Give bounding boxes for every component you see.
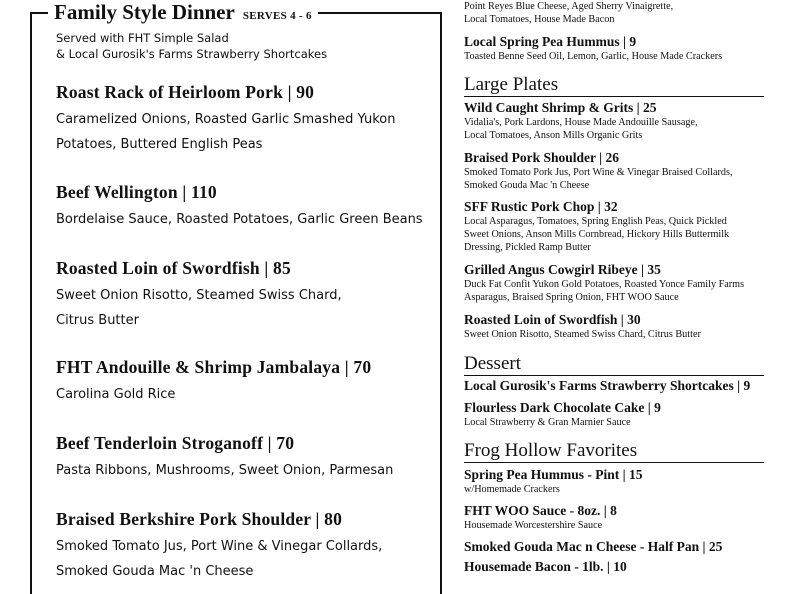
desc-line: Potatoes, Buttered English Peas — [56, 137, 263, 152]
desc-line: Point Reyes Blue Cheese, Aged Sherry Vinaigrette, — [464, 1, 674, 12]
family-item-name: FHT Andouille & Shrimp Jambalaya | 70 — [56, 357, 372, 377]
family-item — [56, 258, 426, 333]
menu-item-desc — [464, 215, 764, 254]
menu-item-desc — [464, 328, 764, 341]
desc-line: Smoked Tomato Jus, Port Wine & Vinegar Collards, — [56, 539, 383, 554]
desc-line: Asparagus, Braised Spring Onion, FHT WOO Sauce — [464, 292, 679, 303]
menu-item-name: Housemade Bacon - 1lb. | 10 — [464, 559, 627, 574]
family-item-desc — [56, 458, 426, 483]
menu-item-name: Roasted Loin of Swordfish | 30 — [464, 312, 641, 327]
desc-line: Smoked Gouda Mac 'n Cheese — [464, 180, 590, 191]
family-item-desc — [56, 207, 426, 232]
desc-line: Vidalia's, Pork Lardons, House Made Andouille Sausage, — [464, 117, 698, 128]
intro-line: & Local Gurosik's Farms Strawberry Shortcakes — [56, 47, 328, 61]
menu-item-desc — [464, 116, 764, 142]
menu-item-name: Local Gurosik's Farms Strawberry Shortcakes | 9 — [464, 378, 751, 393]
menu-item — [464, 503, 764, 532]
menu-item-desc — [464, 519, 764, 532]
desc-line: Sweet Onions, Anson Mills Cornbread, Hickory Hills Buttermilk — [464, 229, 730, 240]
family-style-serves: SERVES 4 - 6 — [242, 10, 312, 22]
desc-line: Local Tomatoes, Anson Mills Organic Grits — [464, 130, 643, 141]
menu-item — [464, 199, 764, 254]
menu-item — [464, 100, 764, 142]
menu-item — [464, 150, 764, 192]
family-item-desc — [56, 283, 426, 333]
top-partial-desc — [464, 0, 764, 26]
family-item — [56, 357, 426, 407]
menu-item-name: FHT WOO Sauce - 8oz. | 8 — [464, 503, 617, 518]
desc-line: Smoked Tomato Pork Jus, Port Wine & Vinegar Braised Collards, — [464, 167, 733, 178]
menu-item — [464, 262, 764, 304]
desc-line: Local Asparagus, Tomatoes, Spring English Peas, Quick Pickled — [464, 216, 727, 227]
dessert-heading: Dessert — [464, 353, 764, 376]
menu-item — [464, 312, 764, 341]
menu-item-desc — [464, 483, 764, 496]
menu-item — [464, 378, 764, 394]
family-style-intro — [56, 30, 327, 62]
menu-item-name: Braised Pork Shoulder | 26 — [464, 150, 619, 165]
desc-line: Duck Fat Confit Yukon Gold Potatoes, Roasted Yonce Family Farms — [464, 279, 745, 290]
menu-item — [464, 467, 764, 496]
desc-line: w/Homemade Crackers — [464, 484, 560, 495]
family-item-name: Beef Wellington | 110 — [56, 182, 217, 202]
menu-item-name: SFF Rustic Pork Chop | 32 — [464, 199, 618, 214]
desc-line: Sweet Onion Risotto, Steamed Swiss Chard, Citrus Butter — [464, 329, 701, 340]
desc-line: Local Tomatoes, House Made Bacon — [464, 14, 615, 25]
menu-item-name: Spring Pea Hummus - Pint | 15 — [464, 467, 643, 482]
menu-item — [464, 539, 764, 555]
menu-item-desc — [464, 278, 764, 304]
menu-item-name: Flourless Dark Chocolate Cake | 9 — [464, 400, 661, 415]
large-plates-heading: Large Plates — [464, 74, 764, 97]
desc-line: Carolina Gold Rice — [56, 387, 176, 402]
family-item-desc — [56, 107, 426, 157]
family-item — [56, 433, 426, 483]
family-style-title: Family Style Dinner — [54, 0, 235, 24]
family-item — [56, 82, 426, 157]
family-item — [56, 509, 426, 584]
family-item-name: Roast Rack of Heirloom Pork | 90 — [56, 82, 315, 102]
menu-item-name: Wild Caught Shrimp & Grits | 25 — [464, 100, 657, 115]
family-item-name: Roasted Loin of Swordfish | 85 — [56, 258, 291, 278]
desc-line: Bordelaise Sauce, Roasted Potatoes, Garlic Green Beans — [56, 212, 423, 227]
favorites-heading: Frog Hollow Favorites — [464, 440, 764, 463]
desc-line: Dressing, Pickled Ramp Butter — [464, 242, 591, 253]
family-style-heading — [48, 0, 318, 25]
desc-line: Caramelized Onions, Roasted Garlic Smashed Yukon — [56, 112, 396, 127]
desc-line: Sweet Onion Risotto, Steamed Swiss Chard, — [56, 288, 342, 303]
hummus-desc: Toasted Benne Seed Oil, Lemon, Garlic, House Made Crackers — [464, 51, 723, 62]
desc-line: Smoked Gouda Mac 'n Cheese — [56, 564, 254, 579]
hummus-name: Local Spring Pea Hummus | 9 — [464, 34, 637, 49]
family-item-name: Beef Tenderloin Stroganoff | 70 — [56, 433, 295, 453]
family-item — [56, 182, 426, 232]
family-item-desc — [56, 382, 426, 407]
family-item-name: Braised Berkshire Pork Shoulder | 80 — [56, 509, 343, 529]
desc-line: Local Strawberry & Gran Marnier Sauce — [464, 417, 631, 428]
menu-item-desc — [464, 166, 764, 192]
desc-line: Housemade Worcestershire Sauce — [464, 520, 603, 531]
menu-item-desc — [464, 416, 764, 429]
menu-item-name: Grilled Angus Cowgirl Ribeye | 35 — [464, 262, 661, 277]
desc-line: Pasta Ribbons, Mushrooms, Sweet Onion, Parmesan — [56, 463, 394, 478]
menu-item — [464, 400, 764, 429]
menu-item-name: Smoked Gouda Mac n Cheese - Half Pan | 25 — [464, 539, 723, 554]
desc-line: Citrus Butter — [56, 313, 139, 328]
intro-line: Served with FHT Simple Salad — [56, 31, 229, 45]
hummus-item — [464, 34, 764, 63]
menu-item — [464, 559, 764, 575]
family-item-desc — [56, 534, 426, 584]
